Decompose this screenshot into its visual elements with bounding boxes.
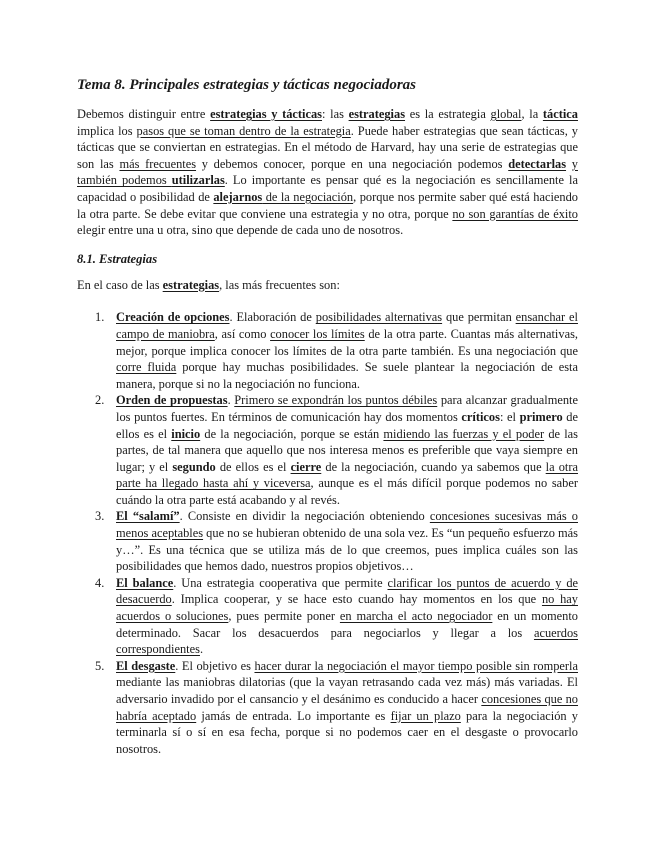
item-text: , aunque es el más difícil porque podemos no saber cuándo la otra parte está acabando y al revés. [116, 476, 578, 507]
strategies-list [77, 309, 578, 757]
list-item [77, 575, 578, 658]
item-text: : el [499, 409, 520, 424]
item-text: para la negociación y terminarla sí o sí en esa fecha, porque si no podemos caer en el desgaste o provocarlo nosotros. [116, 708, 578, 756]
item-number: 5. [95, 658, 105, 673]
item-term: El “salamí” [116, 509, 180, 524]
item-text: . [227, 393, 235, 408]
intro-text: , la [521, 107, 543, 121]
item-number: 2. [95, 393, 105, 408]
item-text: jamás de entrada. Lo importante es [196, 708, 391, 723]
intro-underline: más frecuentes [119, 156, 197, 171]
intro-underline: pasos que se toman dentro de la estrategia [136, 123, 351, 138]
item-text: que permitan [442, 310, 516, 325]
item-underline: acuerdos correspondientes [116, 625, 578, 657]
item-text: de ellos es el [116, 409, 579, 441]
item-underline: en marcha el acto negociador [339, 609, 493, 624]
intro-text: : las [322, 107, 349, 121]
item-underline: la otra parte ha llegado hasta ahí y viceversa [116, 459, 578, 491]
item-text: en un momento determinado. Sacar los desacuerdos para negociarlos y llegar a los [116, 609, 578, 640]
list-item [77, 508, 578, 574]
page-title: Tema 8. Principales estrategias y tácticas negociadoras [77, 77, 417, 93]
item-text: . El objetivo es [175, 658, 255, 673]
intro-underline: global [490, 107, 522, 121]
item-term: El desgaste [116, 658, 176, 673]
intro-underline: no son garantías de éxito [452, 206, 579, 221]
item-text: , así como [214, 326, 271, 341]
item-text: . Elaboración de [229, 310, 316, 325]
intro-text: es la estrategia [405, 107, 491, 121]
document-page [77, 76, 578, 757]
item-text: . Consiste en dividir la negociación obteniendo [179, 509, 430, 524]
item-text: mediante las maniobras dilatorias (que la vayan retrasando cada vez más) más variadas. El adversario invadido por el cansancio y el desánimo es conducido a hacer [116, 675, 578, 706]
item-text: de ellos es el [215, 459, 291, 474]
intro-text: Debemos distinguir entre [77, 107, 211, 121]
list-item [77, 392, 578, 508]
item-bold: segundo [172, 459, 216, 474]
intro-emphasis: utilizarlas [171, 173, 225, 188]
item-underline: posibilidades alternativas [315, 310, 443, 325]
intro-emphasis: alejarnos [213, 189, 263, 204]
intro-text: y debemos conocer, porque en una negociación podemos [196, 156, 509, 171]
item-text: para alcanzar gradualmente los puntos fuertes. En términos de comunicación hay dos momentos [116, 393, 578, 424]
item-text: , pues permite poner [228, 609, 340, 624]
item-text: que no se hubieran obtenido de una sola vez. Es “un pequeño esfuerzo más y…”. Es una técnica que se utiliza más de lo que creemos, pues implica cuáles son las posibilidades que hemos dado, nuestros propios objetivos… [116, 526, 578, 574]
item-underline: midiendo las fuerzas y el poder [383, 426, 545, 441]
item-bold: primero [519, 409, 563, 424]
intro-text: . Lo importante es pensar qué es la negociación es sencillamente la capacidad o posibilidad de [77, 173, 578, 204]
item-number: 1. [95, 310, 105, 325]
section-lead [77, 277, 578, 294]
item-term: Orden de propuestas [116, 393, 228, 408]
item-underline: ensanchar el campo de maniobra [116, 310, 578, 341]
intro-emphasis: estrategias [348, 107, 406, 121]
lead-text: En el caso de las [77, 277, 163, 292]
intro-text: elegir entre una u otra, sino que depende de cada uno de nosotros. [77, 223, 404, 238]
intro-paragraph [77, 106, 578, 239]
item-number: 3. [95, 509, 105, 524]
item-underline: Primero se expondrán los puntos débiles [234, 393, 438, 408]
intro-text: , porque nos permite saber qué está haciendo la otra parte. Se debe evitar que conviene una estrategia y no otra, porque [77, 189, 578, 221]
item-text: . [199, 642, 204, 657]
list-item [77, 658, 578, 758]
intro-emphasis: táctica [542, 107, 578, 121]
intro-text: implica los [77, 123, 137, 138]
list-item [77, 309, 578, 392]
intro-text: . Puede haber estrategias que sean tácticas, y tácticas que se conviertan en estrategias. En el método de Harvard, hay una serie de estrategias que son las [77, 123, 578, 171]
item-number: 4. [95, 575, 105, 590]
intro-underline: y también podemos [77, 156, 578, 188]
intro-emphasis: estrategias y tácticas [210, 107, 323, 121]
section-title: 8.1. Estrategias [77, 251, 158, 266]
lead-emphasis: estrategias [162, 277, 220, 292]
item-underline: hacer durar la negociación el mayor tiempo posible sin romperla [254, 658, 578, 673]
item-underline: corre fluida [116, 360, 177, 375]
lead-text: , las más frecuentes son: [219, 277, 340, 292]
item-term: inicio [171, 426, 201, 441]
item-bold: críticos [461, 409, 500, 424]
item-term: Creación de opciones [116, 310, 230, 325]
item-text: . Implica cooperar, y se hace esto cuando hay momentos en los que [171, 592, 542, 607]
item-term: El balance [116, 575, 174, 590]
item-term: cierre [290, 459, 322, 474]
item-text: . Una estrategia cooperativa que permite [173, 575, 388, 590]
item-underline: clarificar los puntos de acuerdo y de desacuerdo [116, 575, 579, 607]
item-text: de la otra parte. Cuantas más alternativas, mejor, porque implica conocer los límites de la otra parte también. Es una negociación que [116, 326, 578, 358]
item-underline: concesiones sucesivas más o menos aceptables [116, 509, 578, 541]
item-text: de la negociación, cuando ya sabemos que [321, 459, 546, 474]
intro-emphasis: detectarlas [508, 156, 567, 171]
item-underline: no hay acuerdos o soluciones [116, 592, 578, 624]
item-underline: conocer los límites [270, 326, 365, 341]
item-text: de las partes, de tal manera que aquello que nos interesa menos es preferible que vaya siempre en lugar; y el [116, 426, 578, 474]
item-text: porque hay muchas posibilidades. Se suele plantear la negociación de esta manera, porque si no la negociación no funciona. [116, 360, 578, 391]
intro-underline: de la negociación [262, 189, 354, 204]
item-text: de la negociación, porque se están [200, 426, 384, 441]
item-underline: concesiones que no habría aceptado [116, 692, 579, 723]
item-underline: fijar un plazo [390, 708, 461, 723]
